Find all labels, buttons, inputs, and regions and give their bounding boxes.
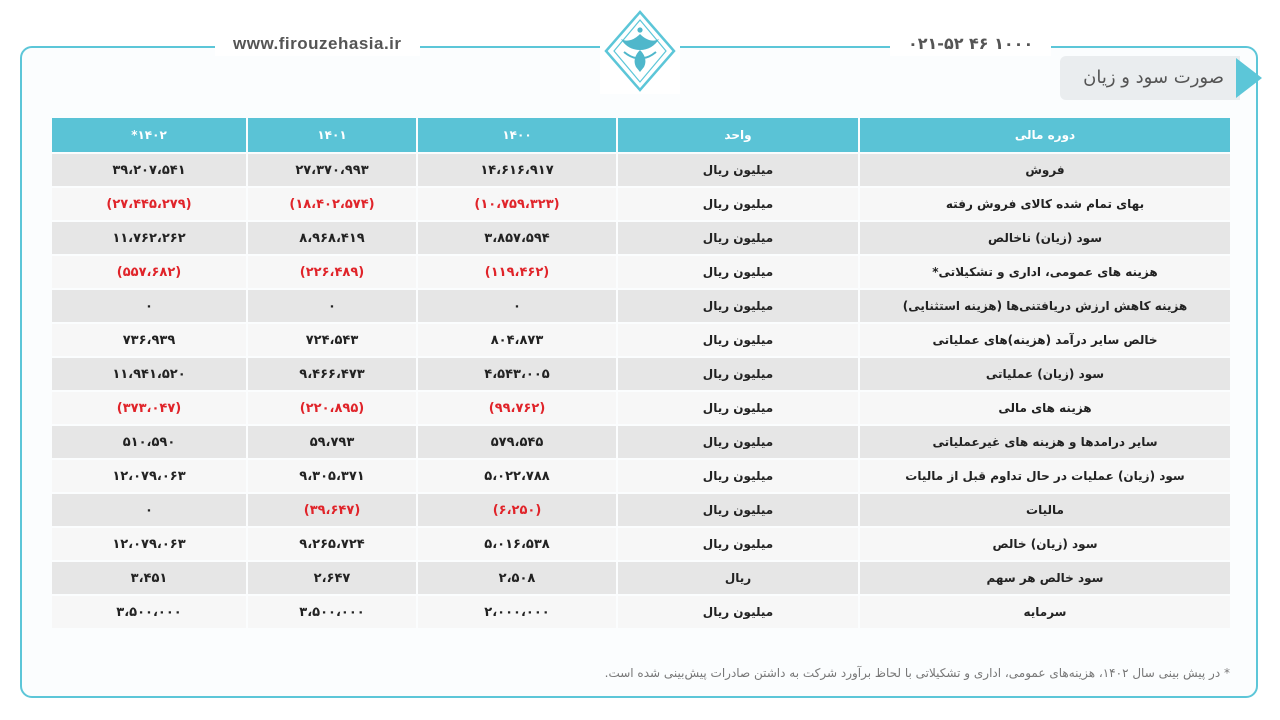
cell-1400: ۴،۵۴۳،۰۰۵ — [418, 358, 616, 390]
row-label: سود (زیان) خالص — [860, 528, 1230, 560]
table-row — [52, 188, 1230, 220]
cell-1400: ۰ — [418, 290, 616, 322]
table-row — [52, 596, 1230, 628]
table-row — [52, 154, 1230, 186]
row-unit: ریال — [618, 562, 858, 594]
row-label: هزینه های عمومی، اداری و تشکیلاتی* — [860, 256, 1230, 288]
table-row — [52, 528, 1230, 560]
phone-number: ۰۲۱-۵۲ ۴۶ ۱۰۰۰ — [890, 32, 1051, 56]
cell-1401: (۱۸،۴۰۲،۵۷۴) — [248, 188, 416, 220]
cell-1401: (۲۲۰،۸۹۵) — [248, 392, 416, 424]
cell-1400: ۸۰۴،۸۷۳ — [418, 324, 616, 356]
cell-1400: ۵،۰۱۶،۵۳۸ — [418, 528, 616, 560]
cell-1401: ۸،۹۶۸،۴۱۹ — [248, 222, 416, 254]
header-year-1401: ۱۴۰۱ — [248, 118, 416, 152]
company-logo — [600, 8, 680, 94]
cell-1402: ۰ — [52, 494, 246, 526]
title-arrow-icon — [1236, 58, 1262, 98]
cell-1402: ۱۱،۷۶۲،۲۶۲ — [52, 222, 246, 254]
cell-1401: ۹،۳۰۵،۳۷۱ — [248, 460, 416, 492]
cell-1400: (۱۰،۷۵۹،۳۲۳) — [418, 188, 616, 220]
cell-1402: ۱۱،۹۴۱،۵۲۰ — [52, 358, 246, 390]
row-label: مالیات — [860, 494, 1230, 526]
cell-1401: ۲،۶۴۷ — [248, 562, 416, 594]
table-row — [52, 358, 1230, 390]
cell-1402: ۰ — [52, 290, 246, 322]
row-label: سود (زیان) ناخالص — [860, 222, 1230, 254]
cell-1400: ۵۷۹،۵۴۵ — [418, 426, 616, 458]
cell-1402: ۳،۵۰۰،۰۰۰ — [52, 596, 246, 628]
row-label: سایر درامدها و هزینه های غیرعملیاتی — [860, 426, 1230, 458]
row-unit: میلیون ریال — [618, 426, 858, 458]
cell-1402: ۱۲،۰۷۹،۰۶۳ — [52, 460, 246, 492]
cell-1400: ۲،۰۰۰،۰۰۰ — [418, 596, 616, 628]
table-row — [52, 494, 1230, 526]
row-unit: میلیون ریال — [618, 188, 858, 220]
table-row — [52, 460, 1230, 492]
row-unit: میلیون ریال — [618, 358, 858, 390]
cell-1401: ۹،۴۶۶،۴۷۳ — [248, 358, 416, 390]
table-header-row — [52, 118, 1230, 152]
cell-1402: ۱۲،۰۷۹،۰۶۳ — [52, 528, 246, 560]
website-url: www.firouzehasia.ir — [215, 32, 420, 56]
row-unit: میلیون ریال — [618, 256, 858, 288]
cell-1401: ۵۹،۷۹۳ — [248, 426, 416, 458]
table-row — [52, 426, 1230, 458]
cell-1402: (۳۷۳،۰۴۷) — [52, 392, 246, 424]
page-title: صورت سود و زیان — [1060, 56, 1240, 100]
row-unit: میلیون ریال — [618, 324, 858, 356]
profit-loss-table — [50, 116, 1232, 630]
cell-1402: ۳،۴۵۱ — [52, 562, 246, 594]
cell-1401: ۲۷،۳۷۰،۹۹۳ — [248, 154, 416, 186]
cell-1401: ۳،۵۰۰،۰۰۰ — [248, 596, 416, 628]
row-label: سود (زیان) عملیات در حال تداوم قبل از مالیات — [860, 460, 1230, 492]
table-row — [52, 392, 1230, 424]
table-row — [52, 222, 1230, 254]
table-row — [52, 324, 1230, 356]
row-unit: میلیون ریال — [618, 392, 858, 424]
header-year-1402: ۱۴۰۲* — [52, 118, 246, 152]
row-unit: میلیون ریال — [618, 222, 858, 254]
row-unit: میلیون ریال — [618, 290, 858, 322]
row-unit: میلیون ریال — [618, 528, 858, 560]
row-label: سود خالص هر سهم — [860, 562, 1230, 594]
row-label: سرمایه — [860, 596, 1230, 628]
cell-1401: (۳۹،۶۴۷) — [248, 494, 416, 526]
table-row — [52, 256, 1230, 288]
cell-1401: (۲۲۶،۴۸۹) — [248, 256, 416, 288]
row-label: هزینه های مالی — [860, 392, 1230, 424]
cell-1402: (۵۵۷،۶۸۲) — [52, 256, 246, 288]
cell-1400: ۱۴،۶۱۶،۹۱۷ — [418, 154, 616, 186]
cell-1401: ۷۲۴،۵۴۳ — [248, 324, 416, 356]
cell-1400: ۵،۰۲۲،۷۸۸ — [418, 460, 616, 492]
table-row — [52, 562, 1230, 594]
row-label: سود (زیان) عملیاتی — [860, 358, 1230, 390]
row-unit: میلیون ریال — [618, 154, 858, 186]
header-unit: واحد — [618, 118, 858, 152]
header-fiscal-period: دوره مالی — [860, 118, 1230, 152]
cell-1400: (۶،۲۵۰) — [418, 494, 616, 526]
logo-icon — [600, 8, 680, 94]
row-unit: میلیون ریال — [618, 494, 858, 526]
cell-1402: ۳۹،۲۰۷،۵۴۱ — [52, 154, 246, 186]
row-unit: میلیون ریال — [618, 596, 858, 628]
row-label: خالص سایر درآمد (هزینه)های عملیاتی — [860, 324, 1230, 356]
header-year-1400: ۱۴۰۰ — [418, 118, 616, 152]
cell-1400: ۲،۵۰۸ — [418, 562, 616, 594]
row-label: بهای تمام شده کالای فروش رفته — [860, 188, 1230, 220]
cell-1400: (۱۱۹،۴۶۲) — [418, 256, 616, 288]
cell-1401: ۰ — [248, 290, 416, 322]
cell-1402: ۷۳۶،۹۳۹ — [52, 324, 246, 356]
table-row — [52, 290, 1230, 322]
row-unit: میلیون ریال — [618, 460, 858, 492]
cell-1402: ۵۱۰،۵۹۰ — [52, 426, 246, 458]
row-label: هزینه کاهش ارزش دریافتنی‌ها (هزینه استثنایی) — [860, 290, 1230, 322]
cell-1400: ۳،۸۵۷،۵۹۴ — [418, 222, 616, 254]
cell-1402: (۲۷،۴۴۵،۲۷۹) — [52, 188, 246, 220]
table-body — [52, 154, 1230, 628]
row-label: فروش — [860, 154, 1230, 186]
cell-1401: ۹،۲۶۵،۷۲۴ — [248, 528, 416, 560]
footnote: * در پیش بینی سال ۱۴۰۲، هزینه‌های عمومی، اداری و تشکیلاتی با لحاظ برآورد شرکت به داشتن صادرات پیش‌بینی شده است. — [604, 666, 1230, 680]
cell-1400: (۹۹،۷۶۲) — [418, 392, 616, 424]
